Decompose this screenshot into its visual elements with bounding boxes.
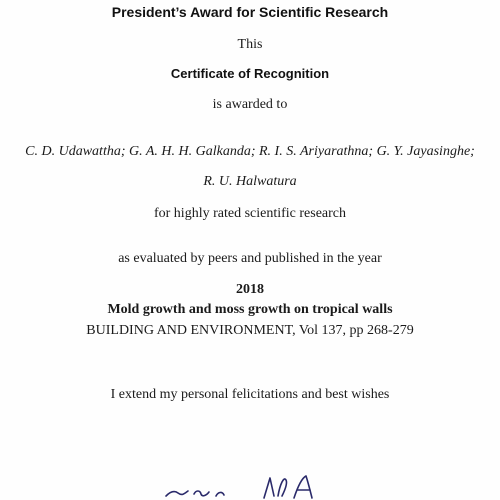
paper-title: Mold growth and moss growth on tropical walls xyxy=(107,302,393,317)
publication-year: 2018 xyxy=(236,282,264,297)
certificate-title: Certificate of Recognition xyxy=(170,66,330,81)
this-text: This xyxy=(237,37,263,52)
awarded-to-text: is awarded to xyxy=(212,97,288,112)
signature-icon xyxy=(160,466,360,500)
journal-citation: BUILDING AND ENVIRONMENT, Vol 137, pp 268-279 xyxy=(86,323,414,338)
evaluation-text: as evaluated by peers and published in the year xyxy=(118,251,382,266)
award-title: President’s Award for Scientific Research xyxy=(111,4,389,20)
felicitations-text: I extend my personal felicitations and best wishes xyxy=(110,387,390,402)
research-text: for highly rated scientific research xyxy=(153,206,347,221)
authors-line-1: C. D. Udawattha; G. A. H. H. Galkanda; R. I. S. Ariyarathna; G. Y. Jayasinghe; xyxy=(25,144,475,159)
authors-line-2: R. U. Halwatura xyxy=(203,174,297,189)
